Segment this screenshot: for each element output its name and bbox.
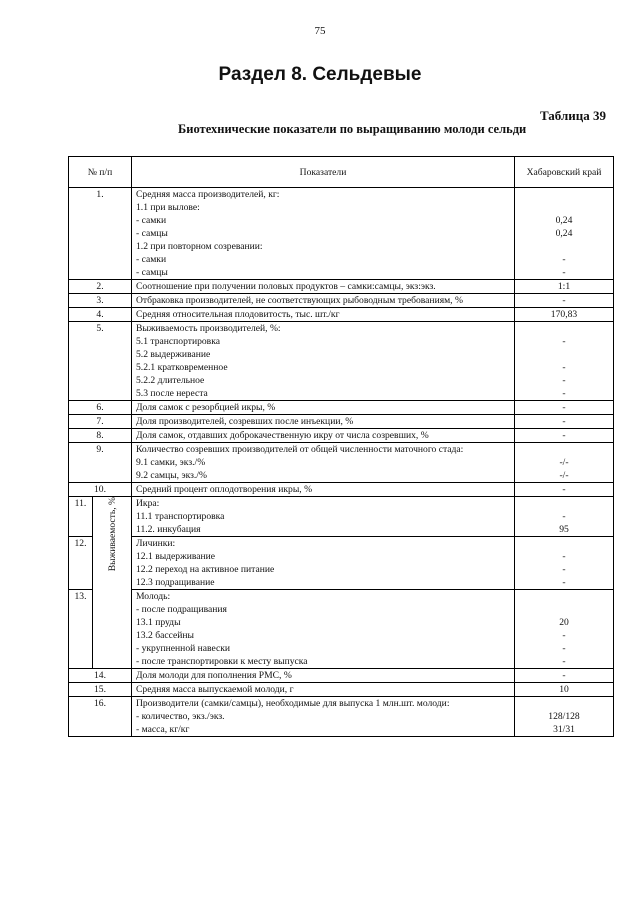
indicator-line: 5.2.1 кратковременное	[136, 362, 228, 373]
value-line: -	[562, 511, 566, 522]
table-row	[69, 280, 614, 294]
indicator-line: - масса, кг/кг	[136, 724, 190, 735]
value-line: -	[562, 295, 566, 306]
indicator-cell	[132, 697, 515, 737]
value-cell	[515, 401, 614, 415]
indicator-line: Средняя масса производителей, кг:	[136, 189, 280, 200]
value-line	[519, 497, 609, 510]
table-row	[69, 669, 614, 683]
value-line	[519, 443, 609, 456]
value-line: 1:1	[557, 281, 571, 292]
value-line	[519, 537, 609, 550]
value-line	[519, 322, 609, 335]
value-line: -	[562, 375, 566, 386]
indicator-line: 12.1 выдерживание	[136, 551, 216, 562]
value-line: 0,24	[555, 215, 573, 226]
value-line: -	[562, 336, 566, 347]
indicator-cell	[132, 497, 515, 537]
value-line: -	[562, 362, 566, 373]
value-line: -	[562, 402, 566, 413]
value-cell	[515, 443, 614, 483]
table-row	[69, 322, 614, 401]
indicator-line: 5.1 транспортировка	[136, 336, 220, 347]
indicator-cell	[132, 322, 515, 401]
indicator-cell	[132, 483, 515, 497]
row-number: 3.	[69, 294, 132, 308]
value-line: -	[562, 577, 566, 588]
table-row	[69, 590, 614, 669]
value-line	[519, 697, 609, 710]
value-cell	[515, 683, 614, 697]
value-line	[519, 590, 609, 603]
value-cell	[515, 590, 614, 669]
indicator-line: Личинки:	[136, 538, 176, 549]
indicator-line: - укрупненной навески	[136, 643, 231, 654]
indicator-cell	[132, 669, 515, 683]
row-number: 7.	[69, 415, 132, 429]
indicator-line: Доля самок, отдавших доброкачественную икру от числа созревших, %	[136, 430, 429, 441]
table-caption: Биотехнические показатели по выращиванию молоди сельди	[178, 122, 527, 136]
survival-side-label	[93, 497, 132, 669]
indicator-line: Молодь:	[136, 591, 171, 602]
value-cell	[515, 322, 614, 401]
value-line: -	[562, 630, 566, 641]
table-row	[69, 188, 614, 280]
indicator-line: 1.2 при повторном созревании:	[136, 241, 263, 252]
indicator-cell	[132, 188, 515, 280]
indicator-cell	[132, 429, 515, 443]
table-row	[69, 294, 614, 308]
row-number: 16.	[69, 697, 132, 737]
row-number: 1.	[69, 188, 132, 280]
indicator-cell	[132, 590, 515, 669]
indicator-line: Доля самок с резорбцией икры, %	[136, 402, 276, 413]
header-region: Хабаровский край	[515, 157, 614, 188]
indicators-table	[68, 156, 614, 737]
indicator-line: 5.2 выдерживание	[136, 349, 211, 360]
indicator-cell	[132, 443, 515, 483]
row-number: 13.	[69, 590, 93, 669]
indicator-line: 1.1 при вылове:	[136, 202, 200, 213]
indicator-line: 9.1 самки, экз./%	[136, 457, 206, 468]
value-line: 20	[559, 617, 569, 628]
indicator-line: Икра:	[136, 498, 160, 509]
value-line: -	[562, 267, 566, 278]
indicator-cell	[132, 415, 515, 429]
value-cell	[515, 308, 614, 322]
table-row	[69, 483, 614, 497]
indicator-line: Доля производителей, созревших после инъекции, %	[136, 416, 354, 427]
value-line: -	[562, 254, 566, 265]
value-line: 31/31	[553, 724, 575, 735]
row-number: 11.	[69, 497, 93, 537]
indicator-line: Выживаемость производителей, %:	[136, 323, 281, 334]
value-line: -	[562, 643, 566, 654]
value-cell	[515, 697, 614, 737]
value-line	[519, 603, 609, 616]
value-line: -	[562, 656, 566, 667]
value-line: 95	[559, 524, 569, 535]
value-cell	[515, 294, 614, 308]
indicator-line: 13.2 бассейны	[136, 630, 194, 641]
value-line	[519, 188, 609, 201]
indicator-line: - после подращивания	[136, 604, 227, 615]
indicator-line: 9.2 самцы, экз./%	[136, 470, 207, 481]
indicator-line: 12.2 переход на активное питание	[136, 564, 275, 575]
value-line: -	[562, 551, 566, 562]
value-cell	[515, 415, 614, 429]
indicator-line: - самки	[136, 254, 167, 265]
indicator-line: Средняя относительная плодовитость, тыс. шт./кг	[136, 309, 340, 320]
value-line	[519, 240, 609, 253]
indicator-line: - количество, экз./экз.	[136, 711, 225, 722]
value-cell	[515, 537, 614, 590]
table-row	[69, 497, 614, 537]
table-row	[69, 697, 614, 737]
indicator-line: - самцы	[136, 267, 168, 278]
survival-side-text: Выживаемость, %	[106, 497, 118, 572]
value-cell	[515, 188, 614, 280]
row-number: 15.	[69, 683, 132, 697]
indicator-line: Производители (самки/самцы), необходимые для выпуска 1 млн.шт. молоди:	[136, 698, 450, 709]
value-cell	[515, 483, 614, 497]
value-cell	[515, 429, 614, 443]
indicator-line: Средний процент оплодотворения икры, %	[136, 484, 313, 495]
page-number: 75	[314, 25, 326, 37]
table-header-row	[69, 157, 614, 188]
indicator-line: Доля молоди для пополнения РМС, %	[136, 670, 292, 681]
value-line: -	[562, 430, 566, 441]
indicator-cell	[132, 280, 515, 294]
value-line: -	[562, 484, 566, 495]
indicator-cell	[132, 537, 515, 590]
table-row	[69, 429, 614, 443]
indicator-cell	[132, 401, 515, 415]
row-number: 2.	[69, 280, 132, 294]
value-line: 128/128	[548, 711, 580, 722]
table-row	[69, 308, 614, 322]
value-line	[519, 348, 609, 361]
indicator-line: - самцы	[136, 228, 168, 239]
row-number: 6.	[69, 401, 132, 415]
table-row	[69, 683, 614, 697]
table-label: Таблица 39	[539, 108, 606, 123]
value-line: -/-	[559, 470, 569, 481]
table-row	[69, 401, 614, 415]
value-line: 0,24	[555, 228, 573, 239]
value-line: -	[562, 564, 566, 575]
row-number: 14.	[69, 669, 132, 683]
indicator-line: 5.3 после нереста	[136, 388, 208, 399]
indicator-line: Средняя масса выпускаемой молоди, г	[136, 684, 294, 695]
value-cell	[515, 280, 614, 294]
value-line: -	[562, 388, 566, 399]
table-row	[69, 415, 614, 429]
header-num: № п/п	[69, 157, 132, 188]
table-row	[69, 537, 614, 590]
indicator-line: Соотношение при получении половых продуктов – самки:самцы, экз:экз.	[136, 281, 436, 292]
row-number: 10.	[69, 483, 132, 497]
indicator-line: 5.2.2 длительное	[136, 375, 205, 386]
table-row	[69, 443, 614, 483]
indicator-line: - самки	[136, 215, 167, 226]
value-cell	[515, 669, 614, 683]
indicator-cell	[132, 294, 515, 308]
value-line	[519, 201, 609, 214]
indicator-cell	[132, 683, 515, 697]
value-line: -	[562, 416, 566, 427]
value-line: -/-	[559, 457, 569, 468]
row-number: 9.	[69, 443, 132, 483]
indicator-cell	[132, 308, 515, 322]
value-cell	[515, 497, 614, 537]
section-title: Раздел 8. Сельдевые	[218, 64, 422, 85]
row-number: 12.	[69, 537, 93, 590]
indicator-line: 11.2. инкубация	[136, 524, 201, 535]
value-line: 170,83	[550, 309, 578, 320]
row-number: 5.	[69, 322, 132, 401]
value-line: 10	[559, 684, 569, 695]
indicator-line: 13.1 пруды	[136, 617, 181, 628]
indicator-line: - после транспортировки к месту выпуска	[136, 656, 308, 667]
row-number: 4.	[69, 308, 132, 322]
indicator-line: Отбраковка производителей, не соответствующих рыбоводным требованиям, %	[136, 295, 463, 306]
indicator-line: 11.1 транспортировка	[136, 511, 225, 522]
header-indicator: Показатели	[132, 157, 515, 188]
indicator-line: Количество созревших производителей от общей численности маточного стада:	[136, 444, 464, 455]
indicator-line: 12.3 подращивание	[136, 577, 215, 588]
value-line: -	[562, 670, 566, 681]
row-number: 8.	[69, 429, 132, 443]
